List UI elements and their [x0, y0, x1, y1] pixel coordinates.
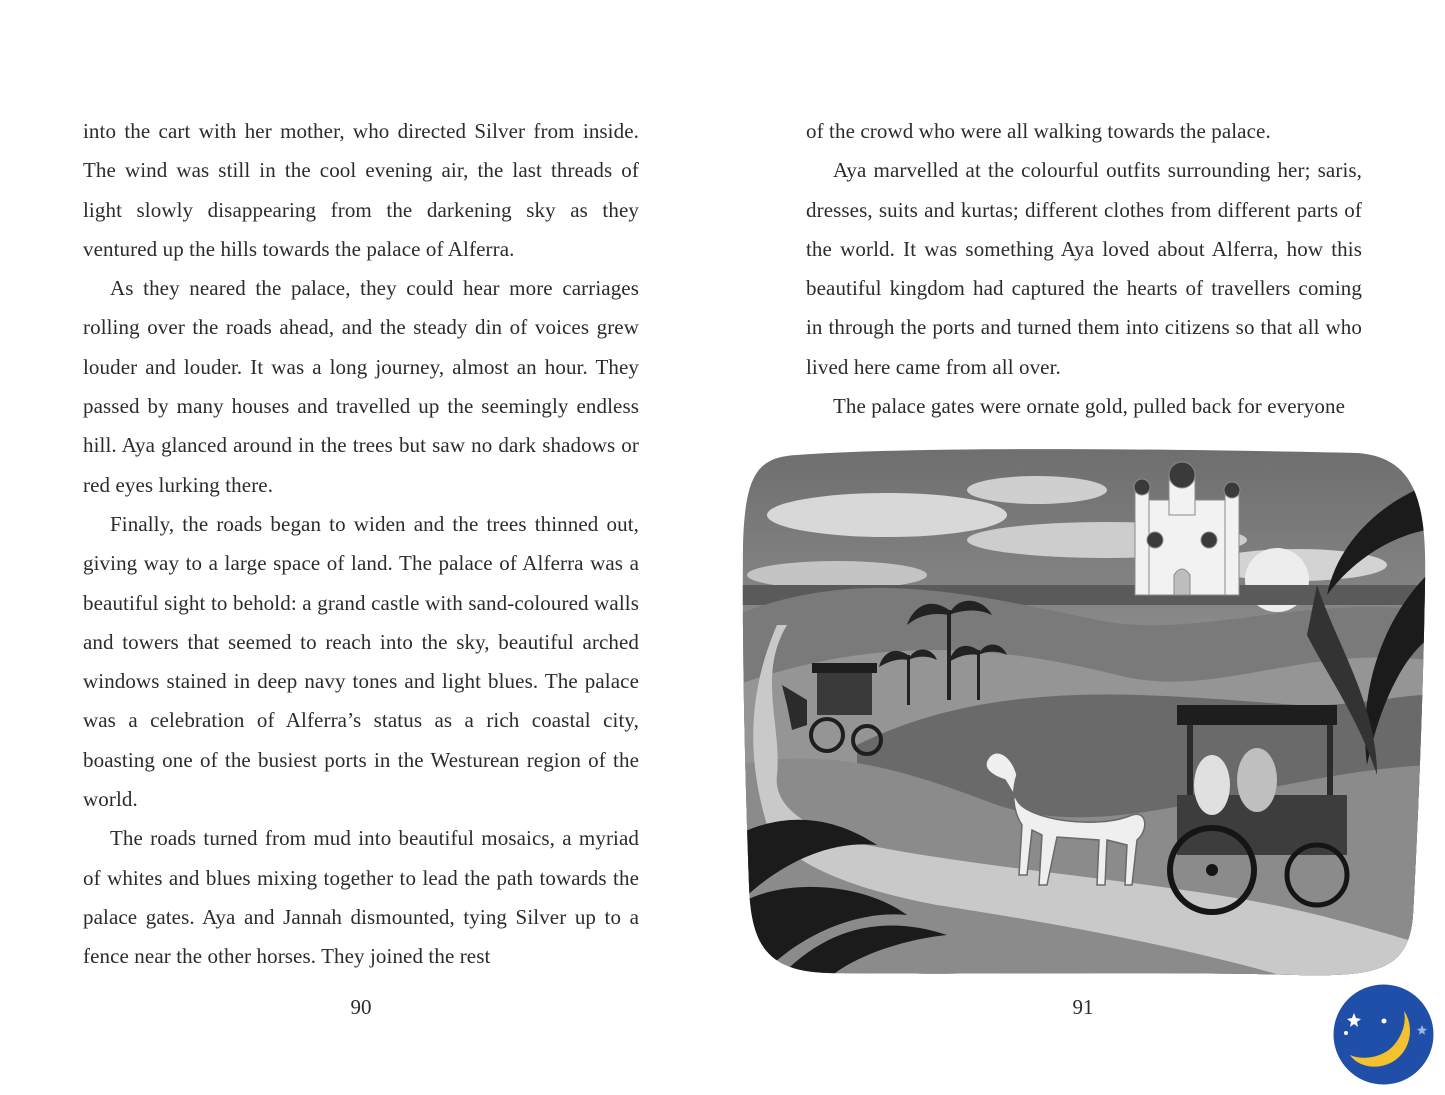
horse-carriage-palace-illustration	[737, 445, 1427, 980]
left-page	[0, 0, 722, 1095]
paragraph: Finally, the roads began to widen and the trees thinned out, giving way to a large space of land. The palace of Alferra was a beautiful sight to behold: a grand castle with sand-coloured walls and towers that seemed to reach into the sky, beautiful arched windows stained in deep navy tones and light blues. The palace was a celebration of Alferra’s status as a rich coastal city, boasting one of the busiest ports in the Westurean region of the world.	[83, 511, 639, 812]
paragraph: into the cart with her mother, who directed Silver from inside. The wind was still in the cool evening air, the last threads of light slowly disappearing from the darkening sky as they ventured up the hills towards the palace of Alferra.	[83, 119, 639, 261]
right-page-text	[806, 112, 1362, 426]
paragraph: The roads turned from mud into beautiful mosaics, a myriad of whites and blues mixing together to lead the path towards the palace gates. Aya and Jannah dismounted, tying Silver up to a fence near the other horses. They joined the rest	[83, 826, 639, 969]
right-page	[722, 0, 1445, 1095]
crescent-moon-icon	[1332, 983, 1435, 1086]
page-number-left: 90	[350, 995, 372, 1019]
paragraph: of the crowd who were all walking towards the palace.	[806, 119, 1271, 143]
page-number-right: 91	[1072, 995, 1094, 1019]
left-page-text	[83, 112, 639, 977]
paragraph: The palace gates were ornate gold, pulled back for everyone	[833, 394, 1345, 419]
paragraph: Aya marvelled at the colourful outfits surrounding her; saris, dresses, suits and kurtas; different clothes from different parts of the world. It was something Aya loved about Alferra, how this beautiful kingdom had captured the hearts of travellers coming in through the ports and turned them into citizens so that all who lived here came from all over.	[806, 158, 1362, 379]
paragraph: As they neared the palace, they could hear more carriages rolling over the roads ahead, and the steady din of voices grew louder and louder. It was a long journey, almost an hour. They passed by many houses and travelled up the seemingly endless hill. Aya glanced around in the trees but saw no dark shadows or red eyes lurking there.	[83, 276, 639, 497]
